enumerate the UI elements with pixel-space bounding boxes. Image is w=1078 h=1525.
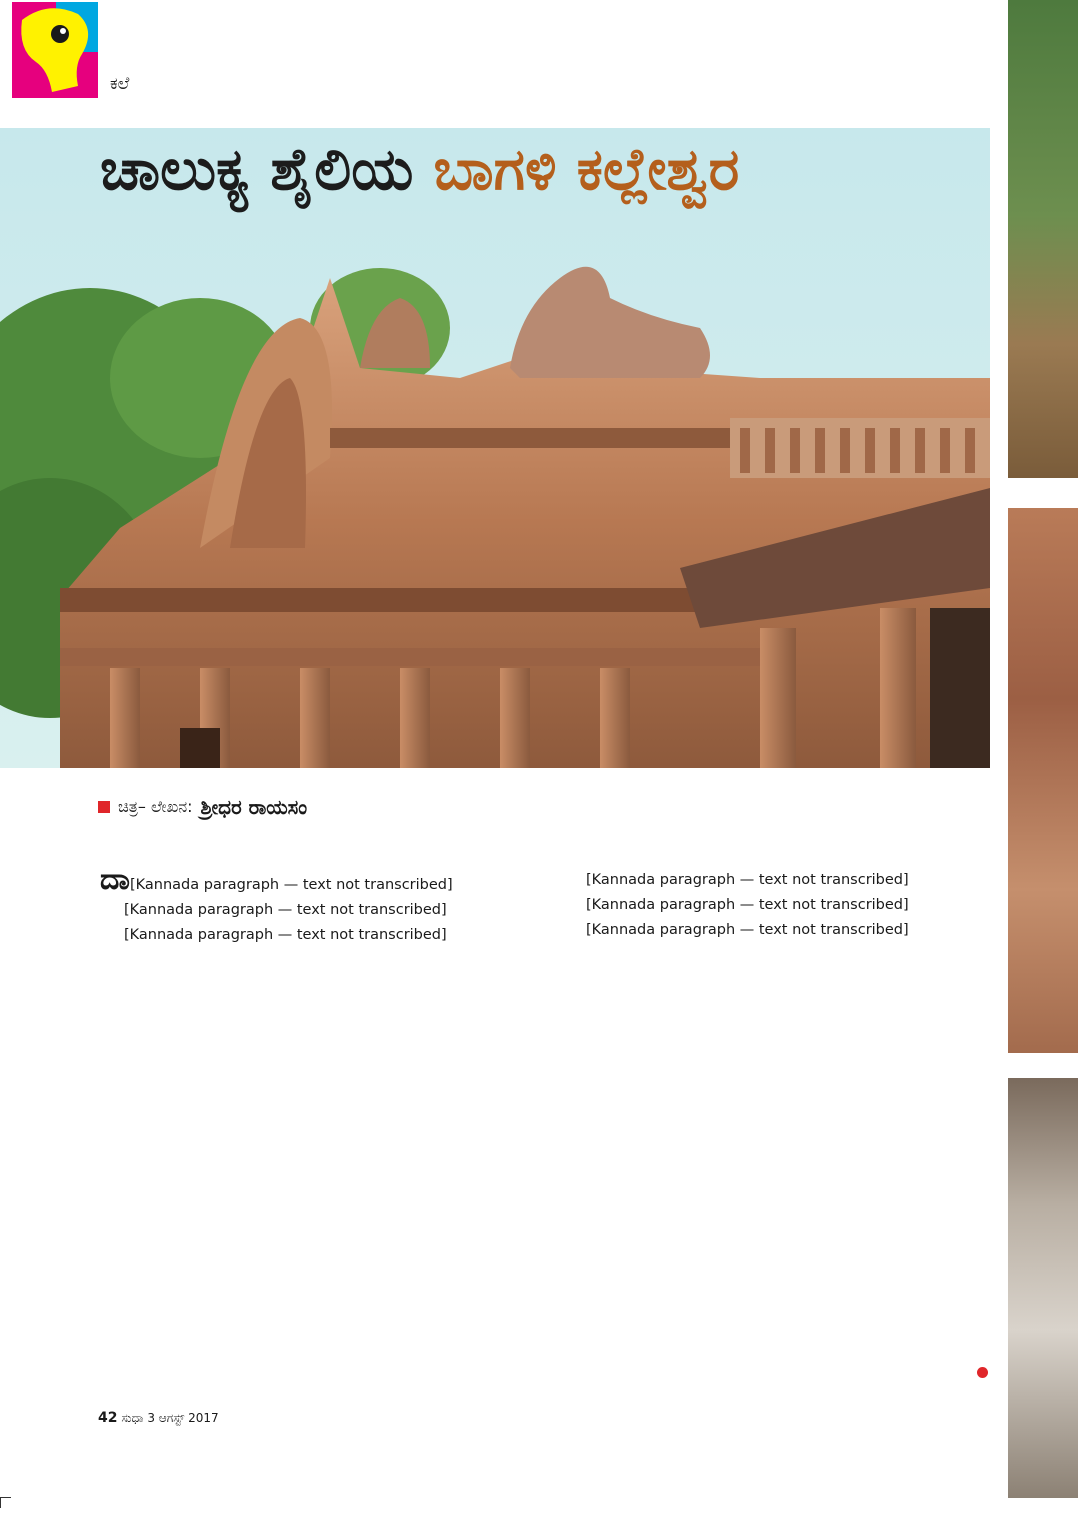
side-photo-pillar — [1008, 508, 1078, 1053]
byline — [98, 795, 307, 819]
drop-cap: ದಾ — [100, 862, 130, 897]
paragraph: [Kannada paragraph — text not transcribed] — [124, 927, 447, 943]
article-column-left — [100, 862, 542, 948]
article-title — [100, 135, 740, 203]
title-part-1: ಚಾಲುಕ್ಯ ಶೈಲಿಯ — [100, 135, 414, 203]
paragraph: [Kannada paragraph — text not transcribed] — [586, 922, 909, 938]
paragraph: [Kannada paragraph — text not transcribed] — [586, 872, 909, 888]
byline-author: ಶ್ರೀಧರ ರಾಯಸಂ — [200, 795, 308, 819]
page-footer — [98, 1410, 219, 1426]
article-column-right — [562, 868, 996, 943]
magazine-logo — [8, 0, 100, 100]
temple-photo — [0, 128, 990, 768]
byline-bullet — [98, 801, 110, 813]
section-label: ಕಲೆ — [110, 74, 130, 94]
side-photo-trees — [1008, 0, 1078, 478]
side-photo-interior — [1008, 1078, 1078, 1498]
page-number: 42 — [98, 1410, 118, 1426]
paragraph: ದಾ[Kannada paragraph — text not transcribed] — [100, 862, 453, 897]
issue-date: 3 ಆಗಸ್ಟ್ — [147, 1411, 185, 1425]
title-part-2: ಬಾಗಳಿ ಕಲ್ಲೇಶ್ವರ — [433, 135, 740, 203]
paragraph: [Kannada paragraph — text not transcribed] — [124, 902, 447, 918]
crop-mark — [0, 1497, 11, 1508]
byline-label: ಚಿತ್ರ– ಲೇಖನ: — [118, 797, 193, 816]
issue-year: 2017 — [188, 1411, 219, 1425]
magazine-name: ಸುಧಾ — [121, 1411, 144, 1425]
paragraph: [Kannada paragraph — text not transcribed] — [586, 897, 909, 913]
end-mark-icon — [977, 1367, 988, 1378]
